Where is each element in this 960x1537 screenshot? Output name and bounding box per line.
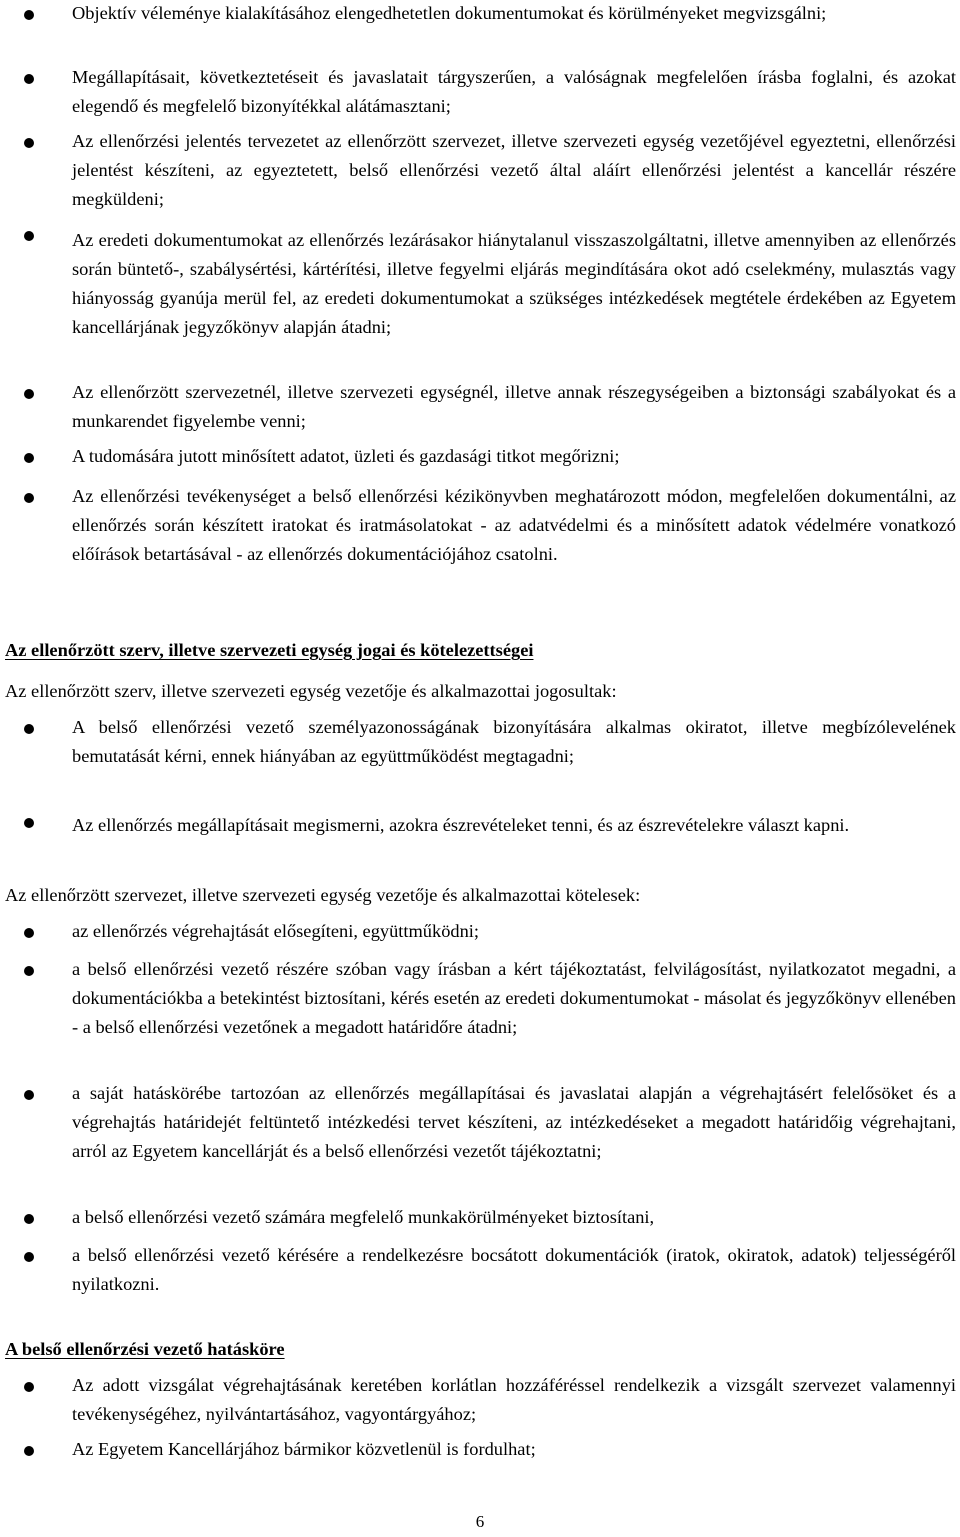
bullet-marker [24, 1252, 34, 1262]
list-item: a saját hatáskörébe tartozóan az ellenőrzés megállapításai és javaslatai alapján a végrehajtásért felelősöket és a végrehajtás határidejét feltüntető intézkedési tervet készíteni, az intézkedéseket a megadott határidőig végrehajtani, arról az Egyetem kancellárját és a belső ellenőrzési vezetőt tájékoztatni; [72, 1083, 956, 1161]
bullet-marker [24, 818, 34, 828]
list-item: Az ellenőrzési tevékenységet a belső ellenőrzési kézikönyvben meghatározott módon, megfelelően dokumentálni, az ellenőrzés során készített iratokat és iratmásolatokat - az adatvédelmi és a minősített adatok védelmére vonatkozó előírások betartásával - az ellenőrzés dokumentációjához csatolni. [72, 486, 956, 564]
intro-duties-paragraph: Az ellenőrzött szervezet, illetve szervezeti egység vezetője és alkalmazottai kötelesek: [5, 885, 641, 905]
section-heading-rights-duties: Az ellenőrzött szerv, illetve szervezeti egység jogai és kötelezettségei [5, 640, 534, 660]
list-item: Objektív véleménye kialakításához elengedhetetlen dokumentumokat és körülményeket megvizsgálni; [72, 3, 827, 23]
bullet-marker [24, 1214, 34, 1224]
bullet-marker [24, 231, 34, 241]
bullet-marker [24, 74, 34, 84]
list-item: a belső ellenőrzési vezető számára megfelelő munkakörülményeket biztosítani, [72, 1207, 655, 1227]
list-item: Az adott vizsgálat végrehajtásának keretében korlátlan hozzáféréssel rendelkezik a vizsgált szervezet valamennyi tevékenységéhez, nyilvántartásához, vagyontárgyához; [72, 1375, 956, 1424]
section-heading-authority: A belső ellenőrzési vezető hatásköre [5, 1339, 285, 1359]
bullet-marker [24, 1090, 34, 1100]
intro-rights-paragraph: Az ellenőrzött szerv, illetve szervezeti egység vezetője és alkalmazottai jogosultak: [5, 681, 617, 701]
bullet-marker [24, 138, 34, 148]
page-number: 6 [475, 1512, 485, 1531]
bullet-marker [24, 493, 34, 503]
bullet-marker [24, 10, 34, 20]
list-item: Az ellenőrzési jelentés tervezetet az ellenőrzött szervezet, illetve szervezeti egység vezetőjével egyeztetni, ellenőrzési jelentést készíteni, az egyeztetett, belső ellenőrzési vezető által aláírt ellenőrzési jelentést a kancellár részére megküldeni; [72, 131, 956, 209]
list-item: az ellenőrzés végrehajtását elősegíteni, együttműködni; [72, 921, 480, 941]
list-item: Az ellenőrzés megállapításait megismerni, azokra észrevételeket tenni, és az észrevételekre választ kapni. [72, 815, 850, 835]
bullet-marker [24, 724, 34, 734]
bullet-marker [24, 1446, 34, 1456]
bullet-marker [24, 1382, 34, 1392]
list-item: Az ellenőrzött szervezetnél, illetve szervezeti egységnél, illetve annak részegységeiben a biztonsági szabályokat és a munkarendet figyelembe venni; [72, 382, 956, 431]
list-item: a belső ellenőrzési vezető részére szóban vagy írásban a kért tájékoztatást, felvilágosítást, nyilatkozatot megadni, a dokumentációkba a betekintést biztosítani, kérés esetén az eredeti dokumentumokat - másolat és jegyzőkönyv ellenében - a belső ellenőrzési vezetőnek a megadott határidőre átadni; [72, 959, 956, 1037]
list-item: Az eredeti dokumentumokat az ellenőrzés lezárásakor hiánytalanul visszaszolgáltatni, illetve amennyiben az ellenőrzés során büntető-, szabálysértési, kártérítési, illetve fegyelmi eljárás megindítására okot adó cselekmény, mulasztás vagy hiányosság gyanúja merül fel, az eredeti dokumentumokat a szükséges intézkedések megtétele érdekében az Egyetem kancellárjának jegyzőkönyv alapján átadni; [72, 230, 956, 337]
list-item: Megállapításait, következtetéseit és javaslatait tárgyszerűen, a valóságnak megfelelően írásba foglalni, és azokat elegendő és megfelelő bizonyítékkal alátámasztani; [72, 67, 956, 116]
bullet-marker [24, 453, 34, 463]
bullet-marker [24, 389, 34, 399]
list-item: A belső ellenőrzési vezető személyazonosságának bizonyítására alkalmas okiratot, illetve megbízólevelének bemutatását kérni, ennek hiányában az együttműködést megtagadni; [72, 717, 956, 766]
list-item: Az Egyetem Kancellárjához bármikor közvetlenül is fordulhat; [72, 1439, 536, 1459]
bullet-marker [24, 928, 34, 938]
bullet-marker [24, 966, 34, 976]
list-item: a belső ellenőrzési vezető kérésére a rendelkezésre bocsátott dokumentációk (iratok, okiratok, adatok) teljességéről nyilatkozni. [72, 1245, 956, 1294]
list-item: A tudomására jutott minősített adatot, üzleti és gazdasági titkot megőrizni; [72, 446, 620, 466]
